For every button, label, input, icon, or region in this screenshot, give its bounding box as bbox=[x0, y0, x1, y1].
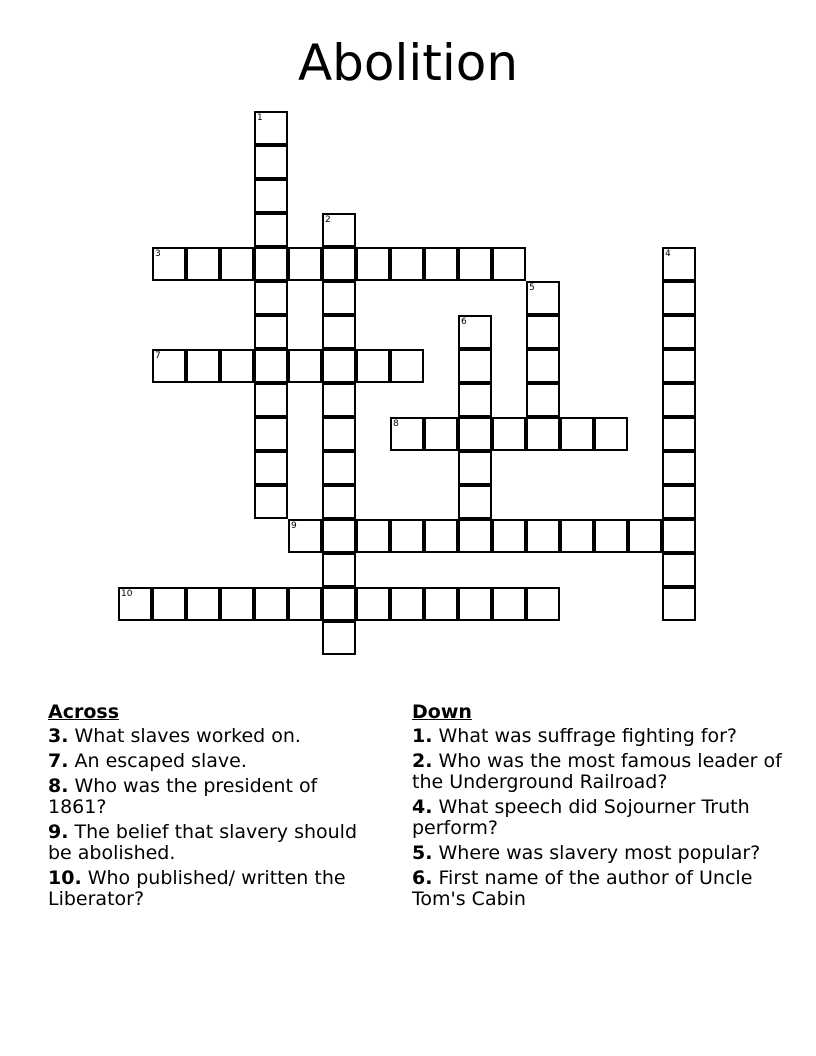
grid-cell[interactable] bbox=[322, 621, 356, 655]
grid-cell[interactable] bbox=[526, 315, 560, 349]
cell-number: 3 bbox=[155, 249, 161, 259]
grid-cell[interactable] bbox=[662, 519, 696, 553]
grid-cell[interactable] bbox=[492, 417, 526, 451]
clue-number: 10. bbox=[48, 867, 82, 889]
grid-cell[interactable] bbox=[152, 247, 186, 281]
grid-cell[interactable] bbox=[662, 281, 696, 315]
across-clues bbox=[48, 702, 378, 914]
grid-cell[interactable] bbox=[662, 383, 696, 417]
cell-number: 4 bbox=[665, 249, 671, 259]
grid-cell[interactable] bbox=[458, 349, 492, 383]
clue-text: Who was the president of 1861? bbox=[48, 775, 318, 818]
grid-cell[interactable] bbox=[458, 315, 492, 349]
grid-cell[interactable] bbox=[356, 587, 390, 621]
grid-cell[interactable] bbox=[356, 519, 390, 553]
clue-text: Who was the most famous leader of the Underground Railroad? bbox=[412, 750, 782, 793]
grid-cell[interactable] bbox=[186, 349, 220, 383]
grid-cell[interactable] bbox=[560, 519, 594, 553]
down-clue bbox=[412, 751, 782, 793]
down-clues bbox=[412, 702, 782, 914]
grid-cell[interactable] bbox=[288, 349, 322, 383]
grid-cell[interactable] bbox=[526, 417, 560, 451]
grid-cell[interactable] bbox=[492, 247, 526, 281]
cell-number: 5 bbox=[529, 283, 535, 293]
grid-cell[interactable] bbox=[254, 247, 288, 281]
grid-cell[interactable] bbox=[560, 417, 594, 451]
grid-cell[interactable] bbox=[458, 519, 492, 553]
grid-cell[interactable] bbox=[458, 383, 492, 417]
grid-cell[interactable] bbox=[322, 417, 356, 451]
grid-cell[interactable] bbox=[288, 247, 322, 281]
grid-cell[interactable] bbox=[322, 553, 356, 587]
grid-cell[interactable] bbox=[186, 247, 220, 281]
across-clue bbox=[48, 822, 378, 864]
down-heading: Down bbox=[412, 701, 472, 723]
grid-cell[interactable] bbox=[322, 349, 356, 383]
grid-cell[interactable] bbox=[390, 349, 424, 383]
grid-cell[interactable] bbox=[254, 213, 288, 247]
grid-cell[interactable] bbox=[254, 179, 288, 213]
across-heading: Across bbox=[48, 701, 120, 723]
grid-cell[interactable] bbox=[322, 213, 356, 247]
clue-number: 1. bbox=[412, 725, 433, 747]
clue-number: 5. bbox=[412, 842, 433, 864]
clue-text: What was suffrage fighting for? bbox=[438, 725, 738, 747]
grid-cell[interactable] bbox=[526, 349, 560, 383]
grid-cell[interactable] bbox=[458, 417, 492, 451]
clue-number: 7. bbox=[48, 750, 69, 772]
grid-cell[interactable] bbox=[390, 587, 424, 621]
grid-cell[interactable] bbox=[322, 451, 356, 485]
grid-cell[interactable] bbox=[220, 587, 254, 621]
clue-text: An escaped slave. bbox=[74, 750, 247, 772]
clue-number: 4. bbox=[412, 796, 433, 818]
grid-cell[interactable] bbox=[186, 587, 220, 621]
cell-number: 6 bbox=[461, 317, 467, 327]
grid-cell[interactable] bbox=[390, 247, 424, 281]
grid-cell[interactable] bbox=[254, 349, 288, 383]
across-clue bbox=[48, 751, 378, 772]
grid-cell[interactable] bbox=[458, 485, 492, 519]
grid-cell[interactable] bbox=[662, 417, 696, 451]
grid-cell[interactable] bbox=[526, 519, 560, 553]
grid-cell[interactable] bbox=[492, 587, 526, 621]
grid-cell[interactable] bbox=[526, 383, 560, 417]
grid-cell[interactable] bbox=[254, 451, 288, 485]
cell-number: 10 bbox=[121, 589, 133, 599]
grid-cell[interactable] bbox=[492, 519, 526, 553]
clue-text: Where was slavery most popular? bbox=[438, 842, 761, 864]
grid-cell[interactable] bbox=[458, 451, 492, 485]
grid-cell[interactable] bbox=[322, 587, 356, 621]
grid-cell[interactable] bbox=[288, 519, 322, 553]
clue-text: What slaves worked on. bbox=[74, 725, 301, 747]
clue-number: 6. bbox=[412, 867, 433, 889]
grid-cell[interactable] bbox=[628, 519, 662, 553]
puzzle-title: Abolition bbox=[297, 34, 519, 92]
cell-number: 1 bbox=[257, 113, 263, 123]
grid-cell[interactable] bbox=[390, 417, 424, 451]
grid-cell[interactable] bbox=[662, 247, 696, 281]
grid-cell[interactable] bbox=[662, 451, 696, 485]
grid-cell[interactable] bbox=[322, 315, 356, 349]
grid-cell[interactable] bbox=[662, 587, 696, 621]
grid-cell[interactable] bbox=[254, 417, 288, 451]
grid-cell[interactable] bbox=[322, 281, 356, 315]
clue-number: 3. bbox=[48, 725, 69, 747]
grid-cell[interactable] bbox=[254, 111, 288, 145]
grid-cell[interactable] bbox=[254, 145, 288, 179]
cell-number: 8 bbox=[393, 419, 399, 429]
clue-number: 8. bbox=[48, 775, 69, 797]
cell-number: 7 bbox=[155, 351, 161, 361]
grid-cell[interactable] bbox=[594, 417, 628, 451]
grid-cell[interactable] bbox=[254, 315, 288, 349]
grid-cell[interactable] bbox=[458, 587, 492, 621]
grid-cell[interactable] bbox=[322, 485, 356, 519]
clue-text: What speech did Sojourner Truth perform? bbox=[412, 796, 750, 839]
across-clue bbox=[48, 776, 378, 818]
down-clue bbox=[412, 868, 782, 910]
grid-cell[interactable] bbox=[356, 247, 390, 281]
grid-cell[interactable] bbox=[458, 247, 492, 281]
down-clue bbox=[412, 797, 782, 839]
grid-cell[interactable] bbox=[662, 315, 696, 349]
grid-cell[interactable] bbox=[322, 519, 356, 553]
grid-cell[interactable] bbox=[152, 349, 186, 383]
grid-cell[interactable] bbox=[254, 587, 288, 621]
grid-cell[interactable] bbox=[322, 383, 356, 417]
grid-cell[interactable] bbox=[424, 587, 458, 621]
grid-cell[interactable] bbox=[662, 553, 696, 587]
grid-cell[interactable] bbox=[152, 587, 186, 621]
grid-cell[interactable] bbox=[220, 349, 254, 383]
grid-cell[interactable] bbox=[220, 247, 254, 281]
clue-number: 2. bbox=[412, 750, 433, 772]
grid-cell[interactable] bbox=[526, 587, 560, 621]
grid-cell[interactable] bbox=[662, 485, 696, 519]
cell-number: 2 bbox=[325, 215, 331, 225]
clue-text: Who published/ written the Liberator? bbox=[48, 867, 346, 910]
grid-cell[interactable] bbox=[594, 519, 628, 553]
clue-text: The belief that slavery should be abolished. bbox=[48, 821, 358, 864]
across-clue bbox=[48, 868, 378, 910]
down-clue bbox=[412, 726, 782, 747]
cell-number: 9 bbox=[291, 521, 297, 531]
across-clue bbox=[48, 726, 378, 747]
grid-cell[interactable] bbox=[254, 281, 288, 315]
grid-cell[interactable] bbox=[118, 587, 152, 621]
grid-cell[interactable] bbox=[322, 247, 356, 281]
grid-cell[interactable] bbox=[424, 417, 458, 451]
down-clue bbox=[412, 843, 782, 864]
clue-text: First name of the author of Uncle Tom's Cabin bbox=[412, 867, 753, 910]
grid-cell[interactable] bbox=[424, 247, 458, 281]
grid-cell[interactable] bbox=[254, 383, 288, 417]
clue-number: 9. bbox=[48, 821, 69, 843]
grid-cell[interactable] bbox=[526, 281, 560, 315]
grid-cell[interactable] bbox=[356, 349, 390, 383]
grid-cell[interactable] bbox=[424, 519, 458, 553]
grid-cell[interactable] bbox=[288, 587, 322, 621]
grid-cell[interactable] bbox=[662, 349, 696, 383]
grid-cell[interactable] bbox=[390, 519, 424, 553]
grid-cell[interactable] bbox=[254, 485, 288, 519]
